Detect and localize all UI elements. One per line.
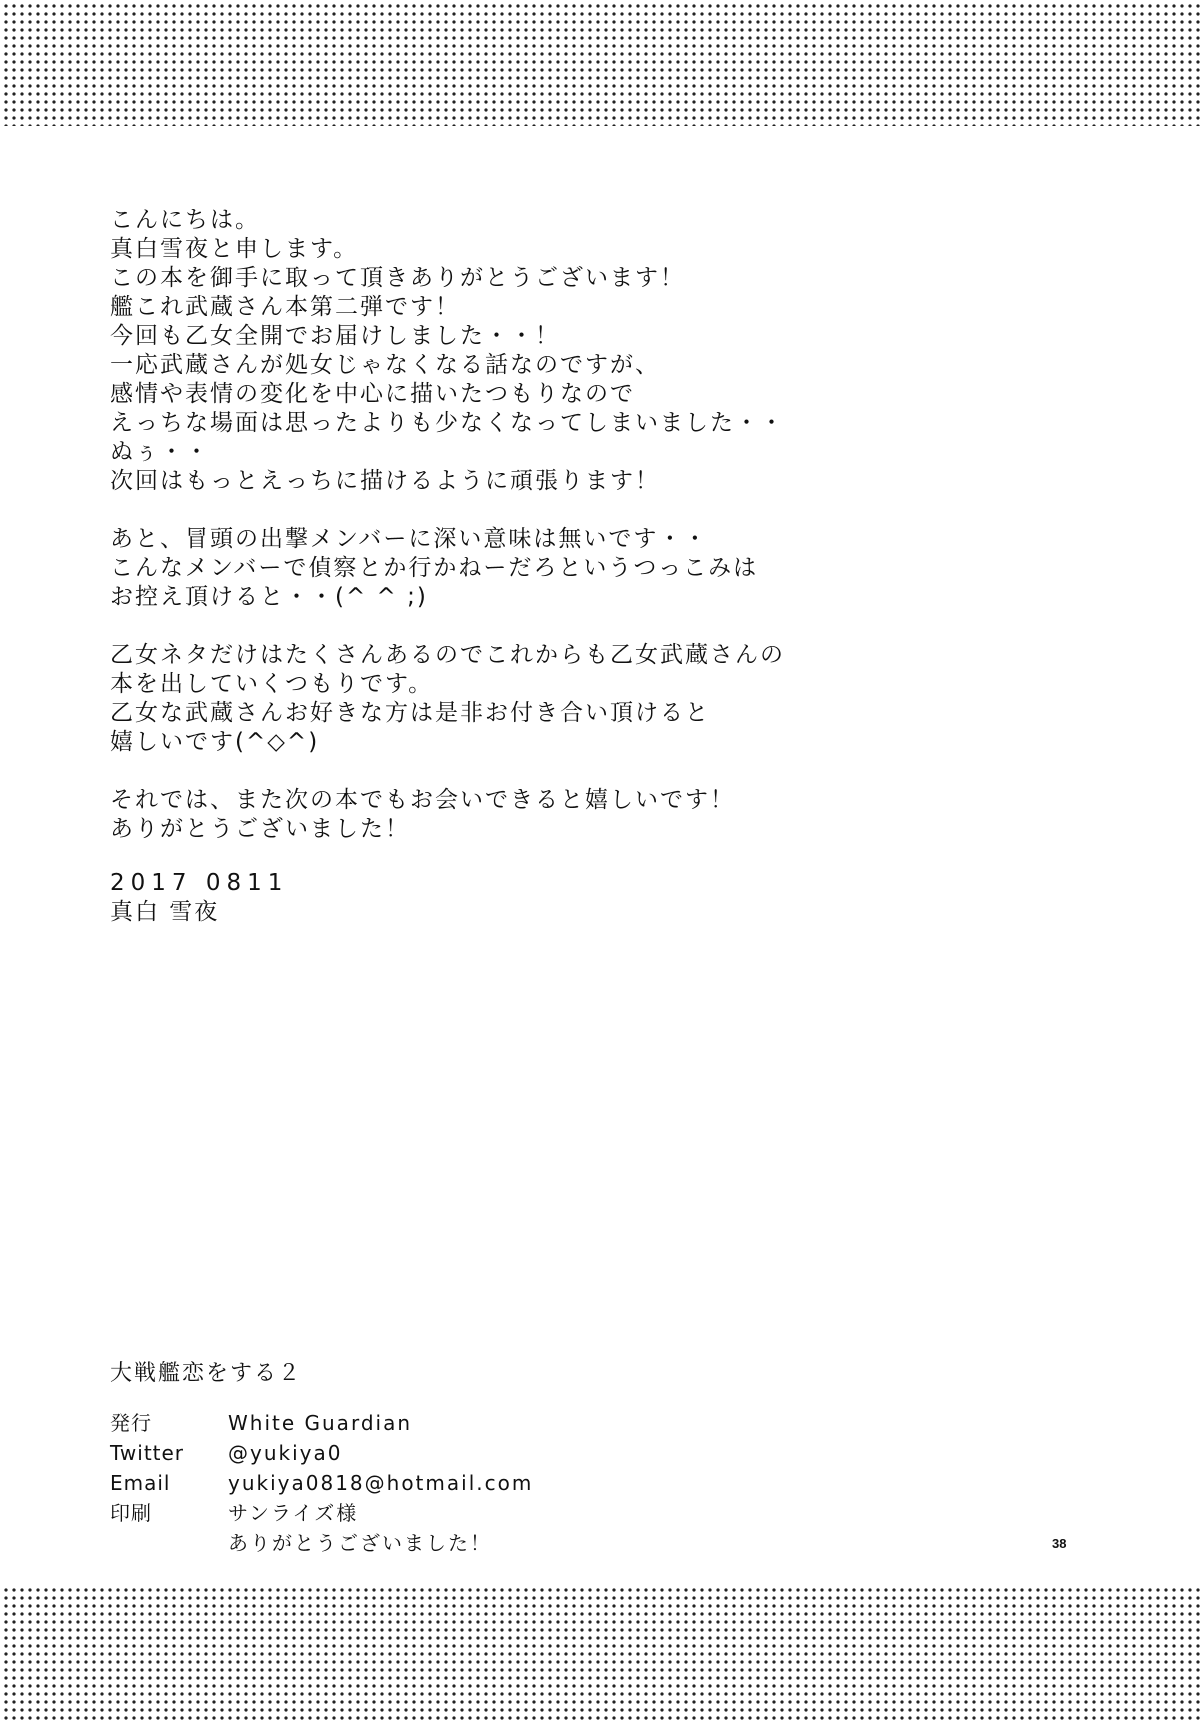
colophon-title: 大戦艦恋をする２ — [110, 1361, 303, 1386]
afterword-line: 真白雪夜と申します。 — [110, 236, 359, 262]
afterword-line: 今回も乙女全開でお届けしました・・！ — [110, 323, 560, 349]
colophon-row-publisher — [110, 1408, 533, 1438]
colophon-row-twitter — [110, 1438, 533, 1468]
twitter-label: Twitter — [110, 1441, 185, 1465]
colophon-row-printer — [110, 1498, 533, 1528]
afterword-line: 艦これ武蔵さん本第二弾です！ — [110, 294, 460, 320]
twitter-value: @yukiya0 — [228, 1441, 343, 1465]
afterword-line: それでは、また次の本でもお会いできると嬉しいです！ — [110, 787, 735, 813]
afterword-line: 嬉しいです(^◇^) — [110, 729, 320, 755]
afterword-line: こんにちは。 — [110, 207, 260, 233]
signature-block — [110, 869, 288, 927]
colophon — [110, 1408, 533, 1558]
signature-date: 2017 0811 — [110, 870, 289, 896]
signature-author: 真白 雪夜 — [110, 899, 220, 925]
afterword-line: 乙女な武蔵さんお好きな方は是非お付き合い頂けると — [110, 700, 710, 726]
afterword-line: こんなメンバーで偵察とか行かねーだろというつっこみは — [110, 555, 759, 581]
afterword-line: あと、冒頭の出撃メンバーに深い意味は無いです・・ — [110, 526, 709, 552]
publisher-label: 発行 — [110, 1411, 152, 1435]
paragraph-gap — [110, 496, 1110, 525]
afterword-line: 乙女ネタだけはたくさんあるのでこれからも乙女武蔵さんの — [110, 642, 785, 668]
printer-label: 印刷 — [110, 1501, 152, 1525]
email-label: Email — [110, 1471, 171, 1495]
paragraph-gap — [110, 612, 1110, 641]
afterword-line: えっちな場面は思ったよりも少なくなってしまいました・・ — [110, 410, 785, 436]
screentone-band-top — [0, 0, 1200, 126]
afterword-line: お控え頂けると・・(^ ^ ;) — [110, 584, 428, 610]
afterword-line: 感情や表情の変化を中心に描いたつもりなので — [110, 381, 635, 407]
afterword-line: この本を御手に取って頂きありがとうございます！ — [110, 265, 685, 291]
paragraph-gap — [110, 757, 1110, 786]
afterword-line: 一応武蔵さんが処女じゃなくなる話なのですが、 — [110, 352, 660, 378]
afterword-line: ありがとうございました！ — [110, 816, 410, 842]
page-number: 38 — [1052, 1536, 1067, 1551]
screentone-band-bottom — [0, 1584, 1200, 1724]
colophon-row-email — [110, 1468, 533, 1498]
publisher-value: White Guardian — [228, 1411, 412, 1435]
colophon-row-thanks — [110, 1528, 533, 1558]
afterword-text — [110, 206, 1110, 844]
afterword-line: 本を出していくつもりです。 — [110, 671, 434, 697]
thanks-text: ありがとうございました！ — [228, 1531, 492, 1555]
email-value: yukiya0818@hotmail.com — [228, 1471, 534, 1495]
afterword-line: ぬぅ・・ — [110, 439, 210, 465]
afterword-line: 次回はもっとえっちに描けるように頑張ります！ — [110, 468, 660, 494]
printer-value: サンライズ様 — [228, 1501, 359, 1525]
